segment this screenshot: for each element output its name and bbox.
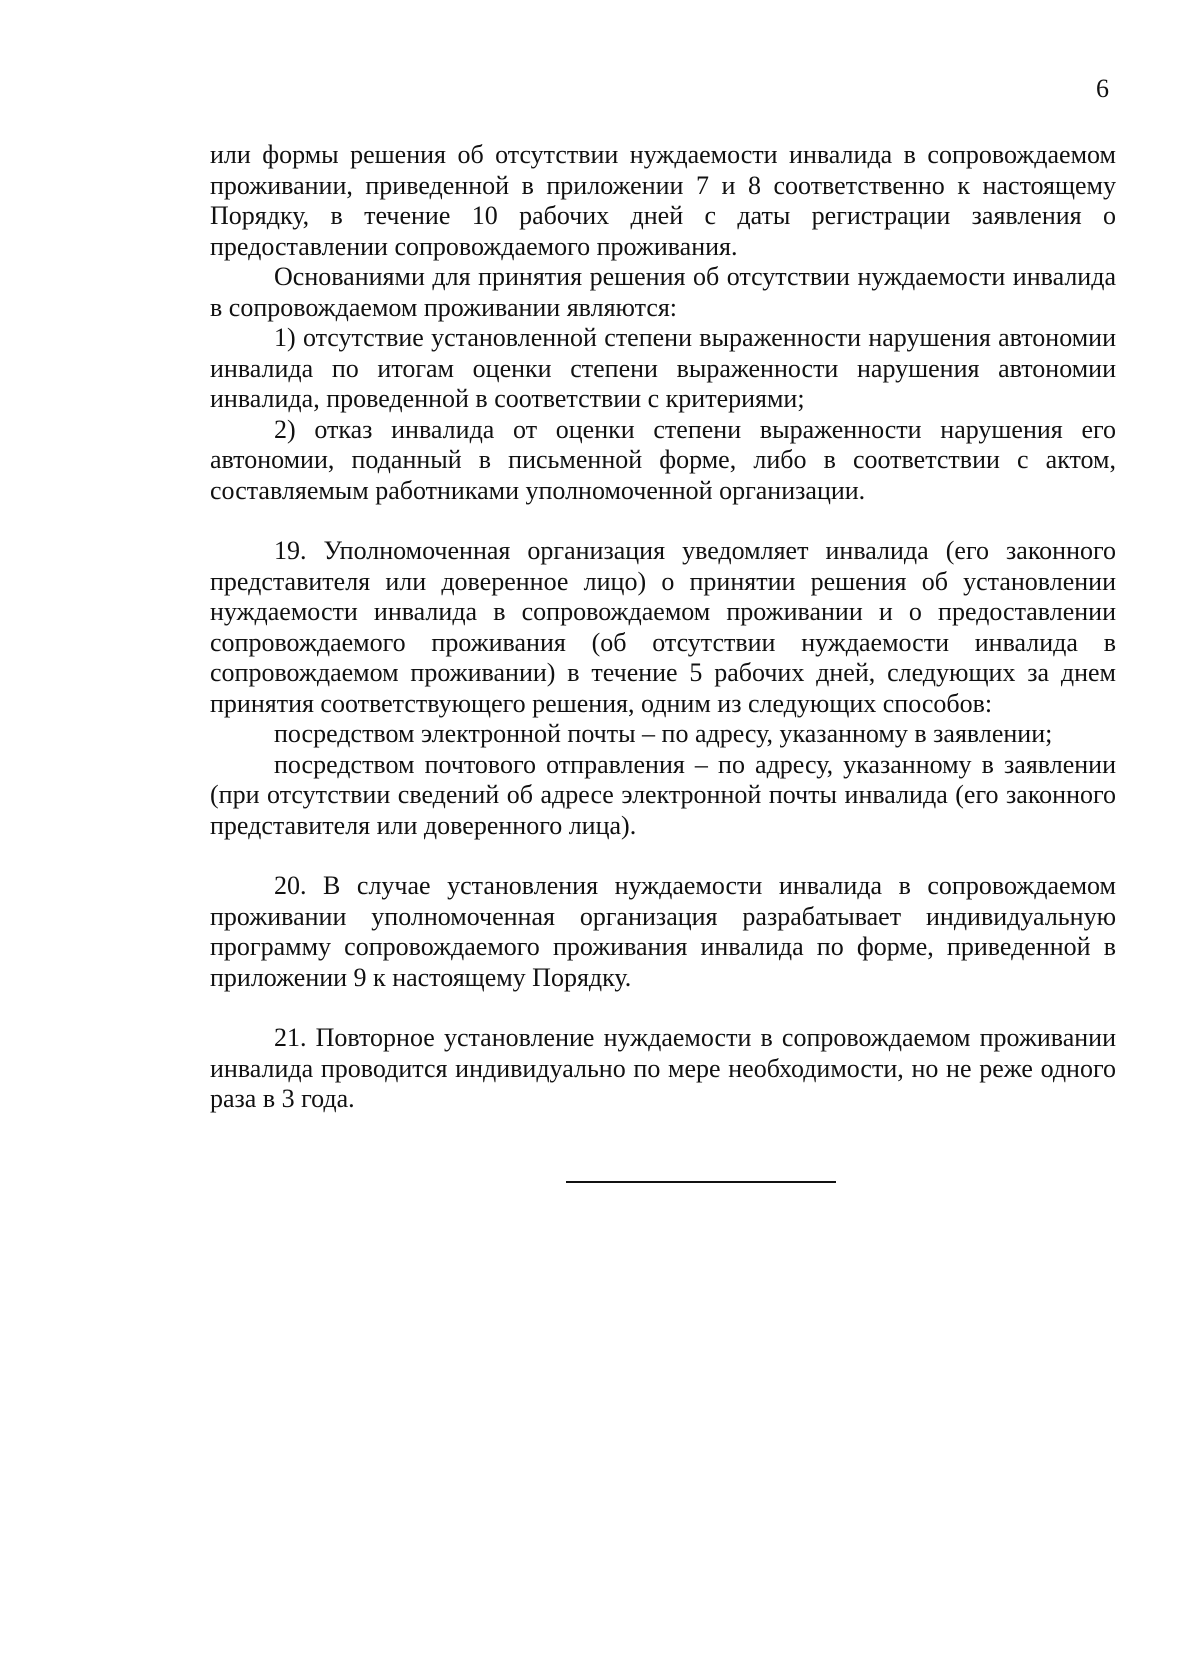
paragraph-ground-2: 2) отказ инвалида от оценки степени выраженности нарушения его автономии, поданный в письменной форме, либо в соответствии с актом, составляемым работниками уполномоченной организации. (210, 414, 1116, 505)
paragraph-item-20: 20. В случае установления нуждаемости инвалида в сопровождаемом проживании уполномоченная организация разрабатывает индивидуальную программу сопровождаемого проживания инвалида по форме, приведенной в приложении 9 к настоящему Порядку. (210, 871, 1116, 992)
paragraph-continuation: или формы решения об отсутствии нуждаемости инвалида в сопровождаемом проживании, приведенной в приложении 7 и 8 соответственно к настоящему Порядку, в течение 10 рабочих дней с даты регистрации заявления о предоставлении сопровождаемого проживания. (210, 140, 1116, 261)
paragraph-item-19: 19. Уполномоченная организация уведомляет инвалида (его законного представителя или доверенное лицо) о принятии решения об установлении нуждаемости инвалида в сопровождаемом проживании и о предоставлении сопровождаемого проживания (об отсутствии нуждаемости инвалида в сопровождаемом проживании) в течение 5 рабочих дней, следующих за днем принятия соответствующего решения, одним из следующих способов: (210, 536, 1116, 718)
end-divider-line (566, 1181, 836, 1183)
document-body (210, 140, 1116, 1115)
paragraph-method-email: посредством электронной почты – по адресу, указанному в заявлении; (274, 719, 1053, 748)
paragraph-ground-1: 1) отсутствие установленной степени выраженности нарушения автономии инвалида по итогам оценки степени выраженности нарушения автономии инвалида, проведенной в соответствии с критериями; (210, 323, 1116, 413)
paragraph-method-post: посредством почтового отправления – по адресу, указанному в заявлении (при отсутствии сведений об адресе электронной почты инвалида (его законного представителя или доверенного лица). (210, 749, 1116, 840)
paragraph-grounds: Основаниями для принятия решения об отсутствии нуждаемости инвалида в сопровождаемом проживании являются: (210, 262, 1116, 322)
page-number: 6 (1096, 74, 1109, 103)
paragraph-item-21: 21. Повторное установление нуждаемости в сопровождаемом проживании инвалида проводится индивидуально по мере необходимости, но не реже одного раза в 3 года. (210, 1023, 1116, 1113)
